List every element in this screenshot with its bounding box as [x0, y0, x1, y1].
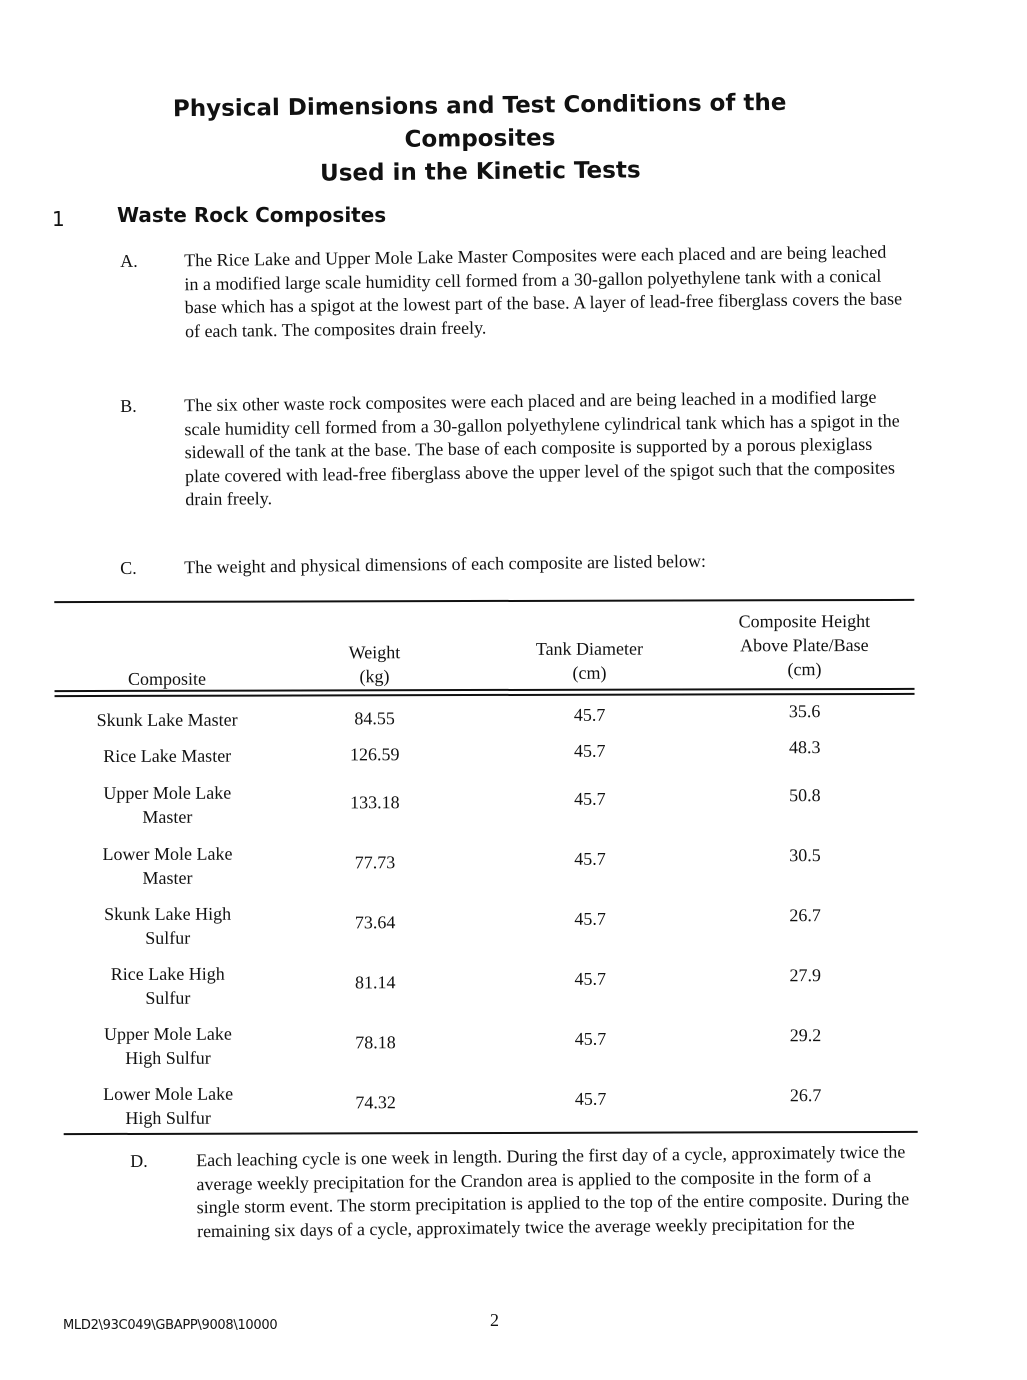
header-composite-height — [714, 609, 894, 681]
row-composite — [65, 962, 270, 1011]
header-weight-label: Weight — [348, 642, 401, 663]
row-height: 50.8 — [789, 785, 821, 806]
header-composite: Composite — [127, 668, 207, 689]
row-diameter: 45.7 — [574, 968, 607, 989]
row-composite — [66, 1082, 271, 1131]
row-composite — [65, 842, 270, 891]
title-line-1: Physical Dimensions and Test Conditions of the Composites — [172, 89, 787, 153]
table-bottom-rule — [64, 1131, 918, 1135]
row-height: 48.3 — [788, 737, 821, 758]
item-b-text: The six other waste rock composites were each placed and are being leached in a modified large scale humidity cell formed from a 30-gallon polyethylene cylindrical tank which has a spigot in the sidewall of the tank at the base. The base of each composite is supported by a porous plexiglass plate covered with lead-free fiberglass above the upper level of the spigot such that the composites drain freely. — [184, 386, 900, 510]
row-composite — [65, 744, 270, 769]
row-weight: 81.14 — [355, 972, 396, 993]
row-height: 30.5 — [789, 845, 821, 866]
document-code: MLD2\93C049\GBAPP\9008\10000 — [63, 1318, 278, 1333]
item-d-text: Each leaching cycle is one week in length. During the first day of a cycle, approximately twice the average weekly precipitation for the Crandon area is applied to the composite in the form of a single storm event. The storm precipitation is applied to the top of the entire composite. During the remaining six days of a cycle, approximately twice the average weekly precipitation for the — [196, 1141, 910, 1241]
header-height-label-2: Above Plate/Base — [740, 634, 869, 656]
row-composite-line-2: High Sulfur — [125, 1047, 211, 1068]
section-heading: Waste Rock Composites — [117, 203, 387, 227]
row-diameter: 45.7 — [574, 1028, 607, 1049]
page-number: 2 — [490, 1310, 499, 1330]
item-a-text: The Rice Lake and Upper Mole Lake Master Composites were each placed and are being leached in a modified large scale humidity cell formed from a 30-gallon polyethylene tank with a conical base which has a spigot at the lowest part of the base. A layer of lead-free fiberglass covers the base of each tank. The composites drain freely. — [184, 241, 903, 341]
row-diameter: 45.7 — [574, 848, 606, 869]
header-height-unit: (cm) — [787, 659, 822, 680]
row-height: 26.7 — [789, 905, 821, 926]
header-weight — [319, 640, 429, 688]
header-weight-unit: (kg) — [359, 666, 390, 687]
row-composite-line-1: Upper Mole Lake — [103, 782, 232, 803]
row-weight: 77.73 — [354, 852, 396, 873]
page-title — [100, 86, 861, 193]
row-composite-line-1: Rice Lake High — [110, 963, 225, 984]
row-weight: 73.64 — [354, 912, 396, 933]
table-top-rule — [54, 599, 914, 603]
row-composite-line-2: Master — [142, 806, 193, 827]
header-tank-diameter — [514, 637, 664, 685]
row-weight: 74.32 — [355, 1092, 396, 1113]
row-composite-line-2: Master — [142, 867, 193, 888]
row-composite — [65, 708, 270, 733]
row-composite-line-1: Upper Mole Lake — [103, 1023, 232, 1044]
header-height-label-1: Composite Height — [738, 610, 871, 632]
row-diameter: 45.7 — [574, 908, 606, 929]
row-composite-line-2: High Sulfur — [125, 1107, 211, 1128]
row-composite — [65, 781, 270, 830]
section-number: 1 — [52, 207, 65, 231]
composites-table — [54, 599, 915, 1141]
item-a-letter: A. — [120, 250, 138, 271]
row-height: 27.9 — [789, 965, 822, 986]
row-height: 35.6 — [788, 701, 821, 722]
row-composite-line-1: Skunk Lake High — [104, 903, 232, 924]
row-weight: 78.18 — [355, 1032, 396, 1053]
header-diameter-label: Tank Diameter — [535, 638, 644, 659]
row-diameter: 45.7 — [574, 1088, 607, 1109]
row-weight: 126.59 — [349, 744, 400, 765]
header-rule-2 — [55, 693, 915, 697]
row-diameter: 45.7 — [574, 788, 606, 809]
row-height: 29.2 — [789, 1025, 822, 1046]
row-composite-line-2: Sulfur — [145, 927, 191, 948]
item-c-letter: C. — [120, 557, 137, 578]
row-composite-line-1: Rice Lake Master — [103, 745, 232, 766]
row-diameter: 45.7 — [573, 704, 606, 725]
row-composite — [65, 1022, 270, 1071]
row-diameter: 45.7 — [573, 740, 606, 761]
title-line-2: Used in the Kinetic Tests — [319, 157, 641, 187]
row-composite-line-1: Lower Mole Lake — [102, 843, 233, 865]
row-weight: 84.55 — [354, 708, 395, 729]
row-weight: 133.18 — [350, 792, 400, 813]
row-composite-line-2: Sulfur — [145, 987, 191, 1008]
row-height: 26.7 — [789, 1085, 822, 1106]
item-d-letter: D. — [130, 1150, 148, 1171]
row-composite-line-1: Skunk Lake Master — [96, 709, 238, 731]
header-diameter-unit: (cm) — [572, 662, 607, 683]
row-composite — [65, 902, 270, 951]
row-composite-line-1: Lower Mole Lake — [103, 1083, 234, 1105]
item-c-text: The weight and physical dimensions of each composite are listed below: — [184, 550, 707, 578]
item-b-letter: B. — [120, 395, 137, 416]
